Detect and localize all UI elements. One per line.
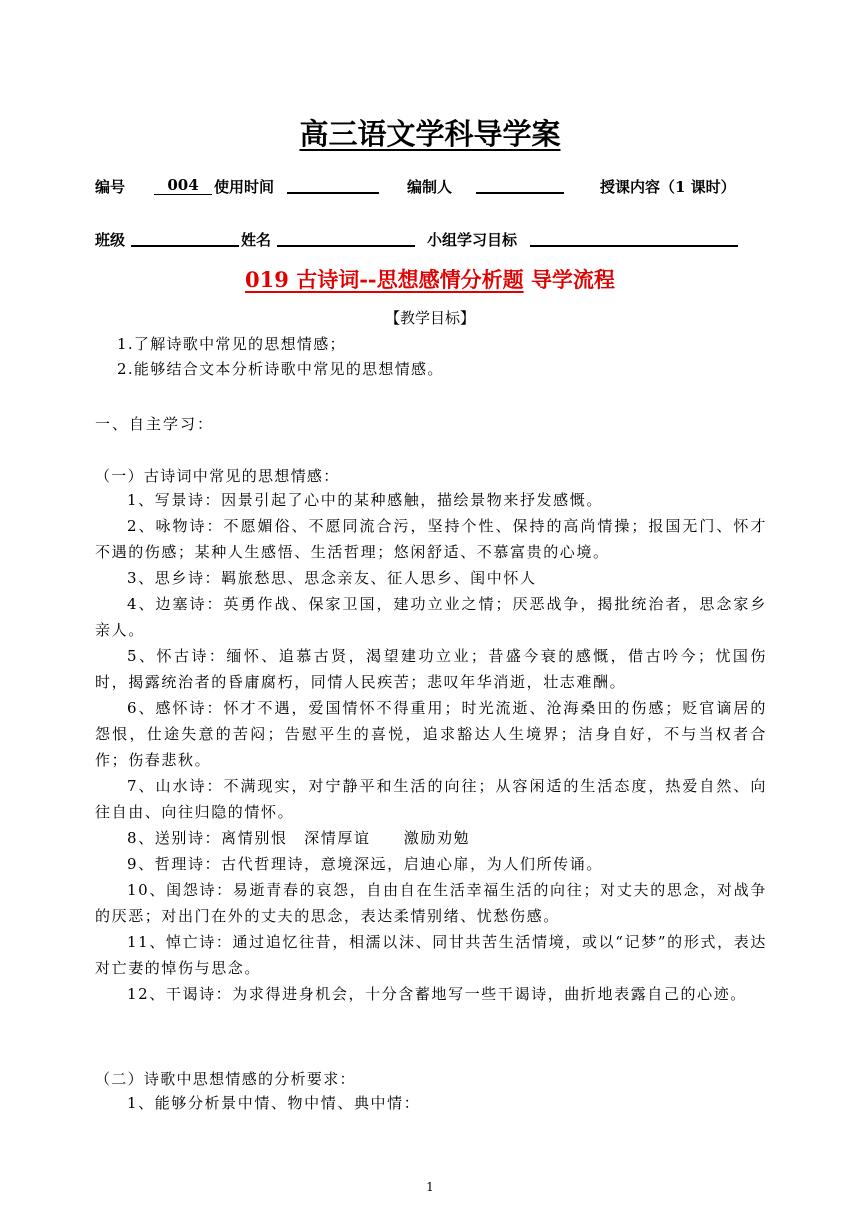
list-item: 1、能够分析景中情、物中情、典中情：	[127, 1094, 421, 1112]
time-field	[287, 176, 379, 194]
time-label: 使用时间	[214, 178, 275, 196]
group-goal-label: 小组学习目标	[427, 231, 518, 249]
lesson-subtitle: 019 古诗词--思想感情分析题 导学流程	[245, 267, 615, 292]
page-title: 高三语文学科导学案	[299, 117, 561, 151]
editor-field	[476, 176, 564, 194]
class-label: 班级	[95, 231, 126, 249]
name-label: 姓名	[241, 231, 272, 249]
objective-item: 2.能够结合文本分析诗歌中常见的思想情感。	[117, 360, 444, 378]
section-heading-self-study: 一、自主学习：	[95, 415, 215, 433]
list-item: 10、闺怨诗：易逝青春的哀怨，自由自在生活幸福生活的向往；对丈夫的思念，对战争的厌恶；对出门在外的丈夫的思念，表达柔情别绪、忧愁伤感。	[95, 881, 767, 925]
list-item: 5、怀古诗：缅怀、追慕古贤，渴望建功立业；昔盛今衰的感慨，借古吟今；忧国伤时，揭露统治者的昏庸腐朽，同情人民疾苦；悲叹年华消逝，壮志难酬。	[95, 647, 767, 691]
part2-heading: （二）诗歌中思想情感的分析要求：	[95, 1070, 356, 1088]
list-item: 7、山水诗：不满现实，对宁静平和生活的向往；从容闲适的生活态度，热爱自然、向往自由、向往归隐的情怀。	[95, 777, 767, 821]
list-item: 1、写景诗：因景引起了心中的某种感触，描绘景物来抒发感慨。	[127, 491, 603, 509]
number-label: 编号	[95, 178, 126, 196]
list-item: 2、咏物诗：不愿媚俗、不愿同流合污，坚持个性、保持的高尚情操；报国无门、怀才不遇的伤感；某种人生感悟、生活哲理；悠闲舒适、不慕富贵的心境。	[95, 517, 767, 561]
objective-item: 1.了解诗歌中常见的思想情感；	[117, 335, 346, 353]
list-item: 12、干谒诗：为求得进身机会，十分含蓄地写一些干谒诗，曲折地表露自己的心迹。	[127, 985, 747, 1003]
list-item: 11、悼亡诗：通过追忆往昔，相濡以沫、同甘共苦生活情境，或以“记梦”的形式，表达对亡妻的悼伤与思念。	[95, 933, 767, 977]
page-number: 1	[426, 1180, 434, 1194]
list-item: 4、边塞诗：英勇作战、保家卫国，建功立业之情；厌恶战争，揭批统治者，思念家乡亲人。	[95, 595, 767, 639]
number-value: 004	[154, 176, 212, 195]
list-item: 6、感怀诗：怀才不遇，爱国情怀不得重用；时光流逝、沧海桑田的伤感；贬官谪居的怨恨，仕途失意的苦闷；告慰平生的喜悦，追求豁达人生境界；洁身自好，不与当权者合作；伤春悲秋。	[95, 699, 767, 769]
class-field	[131, 229, 239, 247]
objectives-heading: 【教学目标】	[384, 309, 475, 327]
group-goal-field	[530, 229, 738, 247]
editor-label: 编制人	[407, 178, 453, 196]
list-item: 8、送别诗：离情别恨 深情厚谊 激励劝勉	[127, 829, 471, 847]
number-field	[154, 176, 212, 195]
list-item: 3、思乡诗：羁旅愁思、思念亲友、征人思乡、闺中怀人	[127, 569, 537, 587]
name-field	[277, 229, 415, 247]
content-label: 授课内容（1 课时）	[600, 178, 736, 196]
list-item: 9、哲理诗：古代哲理诗，意境深远，启迪心扉，为人们所传诵。	[127, 855, 603, 873]
part1-heading: （一）古诗词中常见的思想情感：	[95, 467, 340, 485]
